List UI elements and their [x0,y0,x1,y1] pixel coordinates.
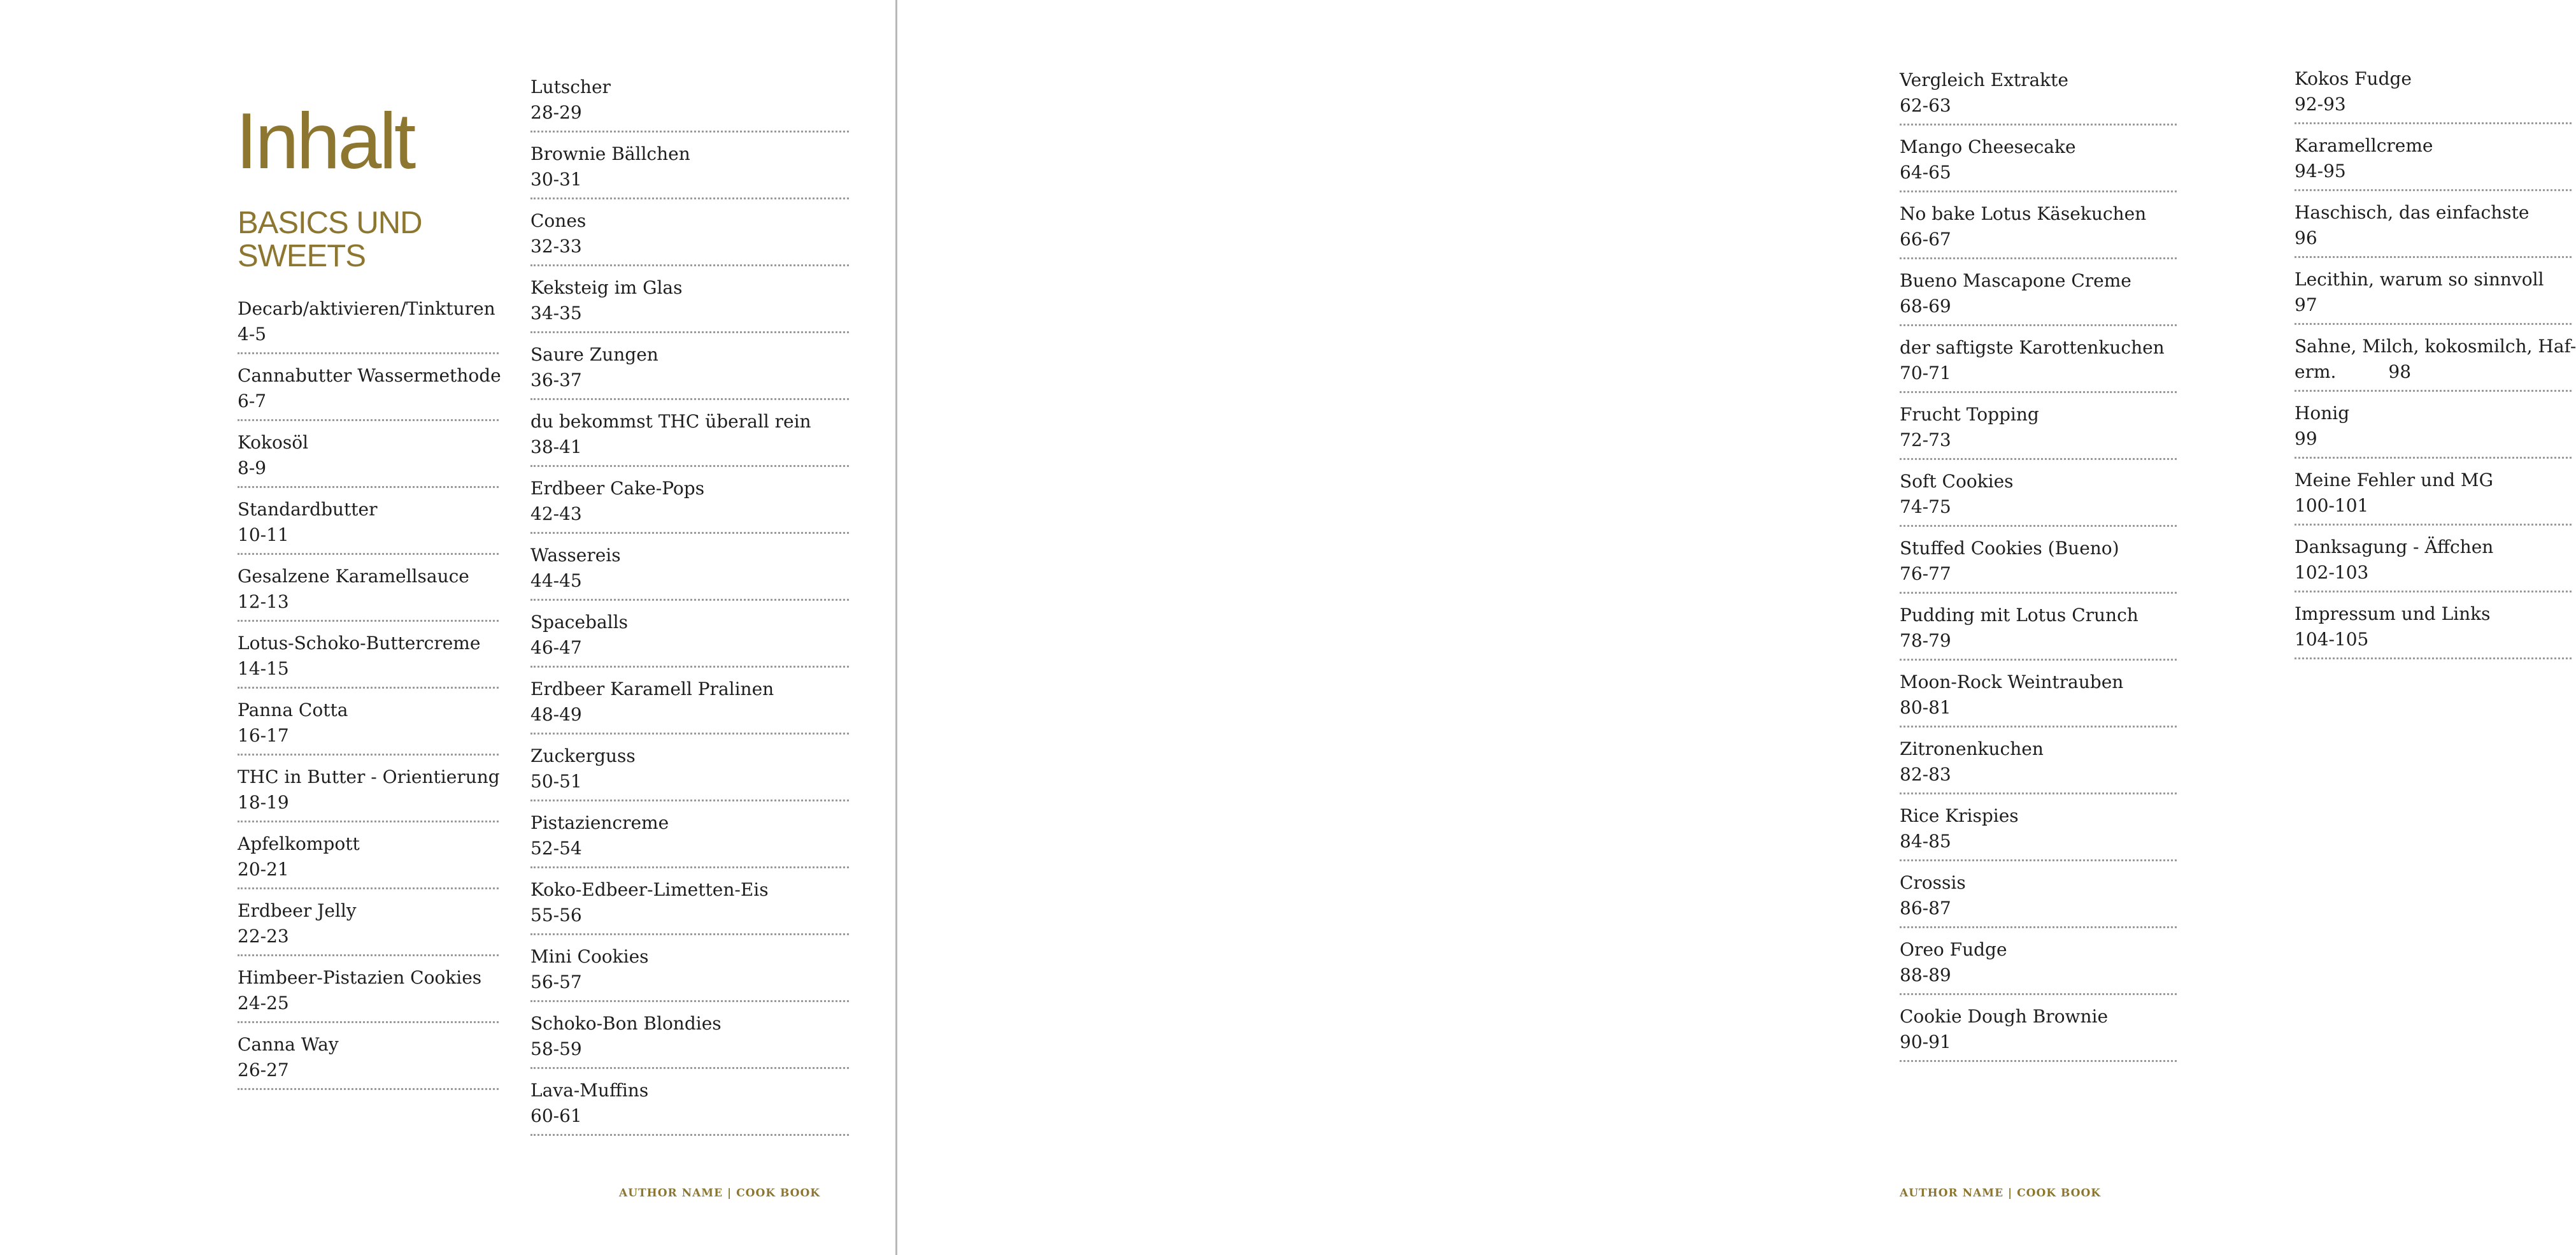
toc-entry[interactable] [530,810,849,868]
toc-entry-pages: 60-61 [530,1105,582,1126]
toc-entry[interactable] [1900,736,2177,794]
toc-entry[interactable] [238,898,499,956]
toc-entry-title: Zuckerguss [530,745,636,766]
toc-entry[interactable] [1900,469,2177,527]
toc-entry-pages: 76-77 [1900,563,1951,584]
toc-entry-pages: 86-87 [1900,898,1951,919]
toc-entry-pages: 88-89 [1900,965,1951,986]
toc-entry-pages: 66-67 [1900,229,1951,250]
toc-entry[interactable] [2295,334,2576,392]
toc-entry-pages: 96 [2295,227,2317,248]
toc-entry-title: Cones [530,210,587,231]
toc-entry-pages: 62-63 [1900,95,1951,116]
toc-entry-pages: 104-105 [2295,629,2369,650]
toc-entry[interactable] [238,430,499,488]
toc-entry[interactable] [238,831,499,889]
toc-entry[interactable] [1900,402,2177,460]
toc-entry-pages: 22-23 [238,926,289,947]
toc-entry-page-number: 98 [2388,361,2412,382]
toc-column-2 [530,75,849,1145]
toc-entry-title: Lava-Muffins [530,1080,649,1101]
toc-entry-pages: 48-49 [530,704,582,725]
toc-entry-title: Brownie Bällchen [530,143,690,164]
toc-entry[interactable] [530,944,849,1002]
toc-entry-title: Gesalzene Karamellsauce [238,566,469,587]
toc-entry-pages: 52-54 [530,838,582,859]
section-subtitle: BASICS UND SWEETS [238,206,422,273]
toc-entry-title: Lutscher [530,76,611,97]
toc-entry-pages: 46-47 [530,637,582,658]
toc-column-1 [238,296,499,1099]
toc-entry-pages: 90-91 [1900,1031,1951,1052]
toc-entry[interactable] [2295,601,2572,659]
toc-entry[interactable] [1900,268,2177,326]
toc-entry-title: Lotus-Schoko-Buttercreme [238,633,481,654]
left-page [0,0,896,1255]
toc-entry-title: Bueno Mascapone Creme [1900,270,2131,291]
toc-entry-title: Apfelkompott [238,833,360,854]
toc-entry[interactable] [1900,68,2177,126]
toc-entry[interactable] [1900,670,2177,728]
toc-entry-title: Pistaziencreme [530,812,669,833]
toc-entry[interactable] [238,764,499,822]
toc-entry-title: Wassereis [530,545,621,566]
toc-entry[interactable] [530,543,849,601]
toc-entry-pages: 58-59 [530,1038,582,1059]
toc-entry[interactable] [1900,937,2177,995]
toc-entry-pages: 100-101 [2295,495,2369,516]
toc-entry-title: du bekommst THC überall rein [530,411,811,432]
toc-entry-title: Crossis [1900,872,1966,893]
toc-entry-pages: 97 [2295,294,2317,315]
toc-entry-pages: 94-95 [2295,161,2346,182]
toc-entry-pages: 70-71 [1900,362,1951,384]
toc-entry-title: Danksagung - Äffchen [2295,536,2494,557]
toc-entry-pages: 24-25 [238,993,289,1014]
toc-entry-title: Koko-Edbeer-Limetten-Eis [530,879,769,900]
toc-entry-pages: 4-5 [238,324,267,345]
toc-entry-pages: 55-56 [530,905,582,926]
toc-entry[interactable] [2295,267,2572,325]
footer-right: AUTHOR NAME | COOK BOOK [1900,1187,2102,1200]
toc-entry-title: Mini Cookies [530,946,649,967]
toc-entry-title: Lecithin, warum so sinnvoll [2295,269,2544,290]
toc-entry-pages: 92-93 [2295,94,2346,115]
toc-entry-pages: 68-69 [1900,296,1951,317]
toc-entry-pages: 74-75 [1900,496,1951,517]
toc-entry[interactable] [1900,803,2177,861]
toc-entry-title: Rice Krispies [1900,805,2019,826]
toc-entry-title: Pudding mit Lotus Crunch [1900,605,2138,626]
toc-entry[interactable] [530,877,849,935]
toc-entry-pages: 6-7 [238,391,267,412]
toc-entry-pages: 20-21 [238,859,289,880]
toc-entry[interactable] [238,497,499,555]
toc-entry-title: Impressum und Links [2295,603,2491,624]
toc-entry-title: Cookie Dough Brownie [1900,1006,2109,1027]
toc-entry[interactable] [238,1032,499,1090]
toc-entry[interactable] [1900,201,2177,259]
toc-entry-title: der saftigste Karottenkuchen [1900,337,2165,358]
toc-entry-pages: 26-27 [238,1059,289,1080]
toc-entry[interactable] [530,75,849,133]
toc-entry-title: Honig [2295,403,2350,424]
toc-entry[interactable] [238,296,499,354]
toc-entry-pages: 78-79 [1900,630,1951,651]
toc-entry-title: Cannabutter Wassermethode [238,365,501,386]
toc-entry-pages: 42-43 [530,503,582,524]
toc-entry[interactable] [238,363,499,421]
toc-entry-title: Mango Cheesecake [1900,136,2076,157]
toc-entry-title: Erdbeer Cake-Pops [530,478,705,499]
toc-entry-title: Keksteig im Glas [530,277,683,298]
toc-entry-pages: 44-45 [530,570,582,591]
toc-entry-pages: 102-103 [2295,562,2369,583]
toc-entry-title: Schoko-Bon Blondies [530,1013,722,1034]
toc-entry-pages: 36-37 [530,369,582,391]
toc-entry-pages: 50-51 [530,771,582,792]
toc-column-4 [2295,66,2576,668]
toc-entry-title: Haschisch, das einfachste [2295,202,2530,223]
toc-entry[interactable] [238,564,499,622]
footer-left: AUTHOR NAME | COOK BOOK [619,1187,821,1200]
toc-entry-title: Frucht Topping [1900,404,2039,425]
toc-entry[interactable] [530,1011,849,1069]
toc-entry-pages: 82-83 [1900,764,1951,785]
toc-entry[interactable] [530,342,849,400]
toc-entry-title: Sahne, Milch, kokosmilch, Haf- [2295,336,2576,357]
toc-entry-title: Kokosöl [238,432,309,453]
toc-entry[interactable] [238,965,499,1023]
toc-entry[interactable] [1900,603,2177,661]
toc-entry-pages: 84-85 [1900,831,1951,852]
toc-entry-pages: 38-41 [530,436,582,457]
toc-entry[interactable] [2295,534,2572,592]
toc-entry[interactable] [238,631,499,689]
toc-entry[interactable] [530,409,849,467]
toc-entry[interactable] [530,476,849,534]
toc-entry[interactable] [1900,870,2177,928]
toc-entry-title: Meine Fehler und MG [2295,470,2493,491]
toc-entry-title: No bake Lotus Käsekuchen [1900,203,2147,224]
toc-entry-title: Oreo Fudge [1900,939,2007,960]
toc-entry-pages: 34-35 [530,303,582,324]
toc-entry-pages: 30-31 [530,169,582,190]
toc-entry-title: Spaceballs [530,612,628,633]
toc-entry-pages: 32-33 [530,236,582,257]
toc-entry-title: Zitronenkuchen [1900,738,2044,759]
toc-entry[interactable] [530,208,849,266]
toc-entry-pages: 72-73 [1900,429,1951,450]
toc-entry[interactable] [1900,134,2177,192]
toc-entry-title: Himbeer-Pistazien Cookies [238,967,482,988]
toc-entry-title: Canna Way [238,1034,339,1055]
toc-entry-pages: 80-81 [1900,697,1951,718]
toc-entry-title: Panna Cotta [238,699,348,721]
toc-entry[interactable] [2295,133,2572,191]
toc-entry-pages: 16-17 [238,725,289,746]
toc-entry[interactable] [238,698,499,756]
toc-entry-title: Erdbeer Jelly [238,900,357,921]
toc-entry-title: Stuffed Cookies (Bueno) [1900,538,2119,559]
page-title: Inhalt [236,97,414,185]
toc-entry-title-continued: erm. [2295,361,2337,382]
toc-entry[interactable] [530,677,849,735]
toc-entry[interactable] [2295,200,2572,258]
toc-entry-title: Moon-Rock Weintrauben [1900,671,2124,692]
toc-entry-title: Karamellcreme [2295,135,2433,156]
toc-column-3 [1900,68,2177,1071]
toc-entry-pages: 64-65 [1900,162,1951,183]
toc-entry-pages: 12-13 [238,591,289,612]
toc-entry[interactable] [530,275,849,333]
toc-entry-title: Kokos Fudge [2295,68,2412,89]
toc-entry-pages: 10-11 [238,524,289,545]
toc-entry-title: Soft Cookies [1900,471,2014,492]
toc-entry[interactable] [530,610,849,668]
toc-entry[interactable] [530,743,849,801]
toc-entry-pages: 28-29 [530,102,582,123]
toc-entry-title: Erdbeer Karamell Pralinen [530,678,774,699]
toc-entry[interactable] [530,1078,849,1136]
toc-entry-pages: 8-9 [238,457,267,478]
toc-entry-pages: 18-19 [238,792,289,813]
toc-entry[interactable] [2295,468,2572,526]
toc-entry[interactable] [2295,401,2572,459]
toc-entry-title: Decarb/aktivieren/Tinkturen [238,298,495,319]
toc-entry-title: Standardbutter [238,499,378,520]
toc-entry[interactable] [1900,335,2177,393]
toc-entry-pages: 99 [2295,428,2317,449]
toc-entry[interactable] [1900,536,2177,594]
toc-entry[interactable] [2295,66,2572,124]
toc-entry[interactable] [530,141,849,199]
toc-entry-pages: 56-57 [530,972,582,993]
toc-entry[interactable] [1900,1004,2177,1062]
toc-entry-title: THC in Butter - Orientierung [238,766,500,787]
toc-entry-pages: 14-15 [238,658,289,679]
toc-entry-pages [2295,359,2572,385]
toc-entry-title: Vergleich Extrakte [1900,69,2068,90]
right-page [896,0,2576,1255]
toc-entry-title: Saure Zungen [530,344,658,365]
